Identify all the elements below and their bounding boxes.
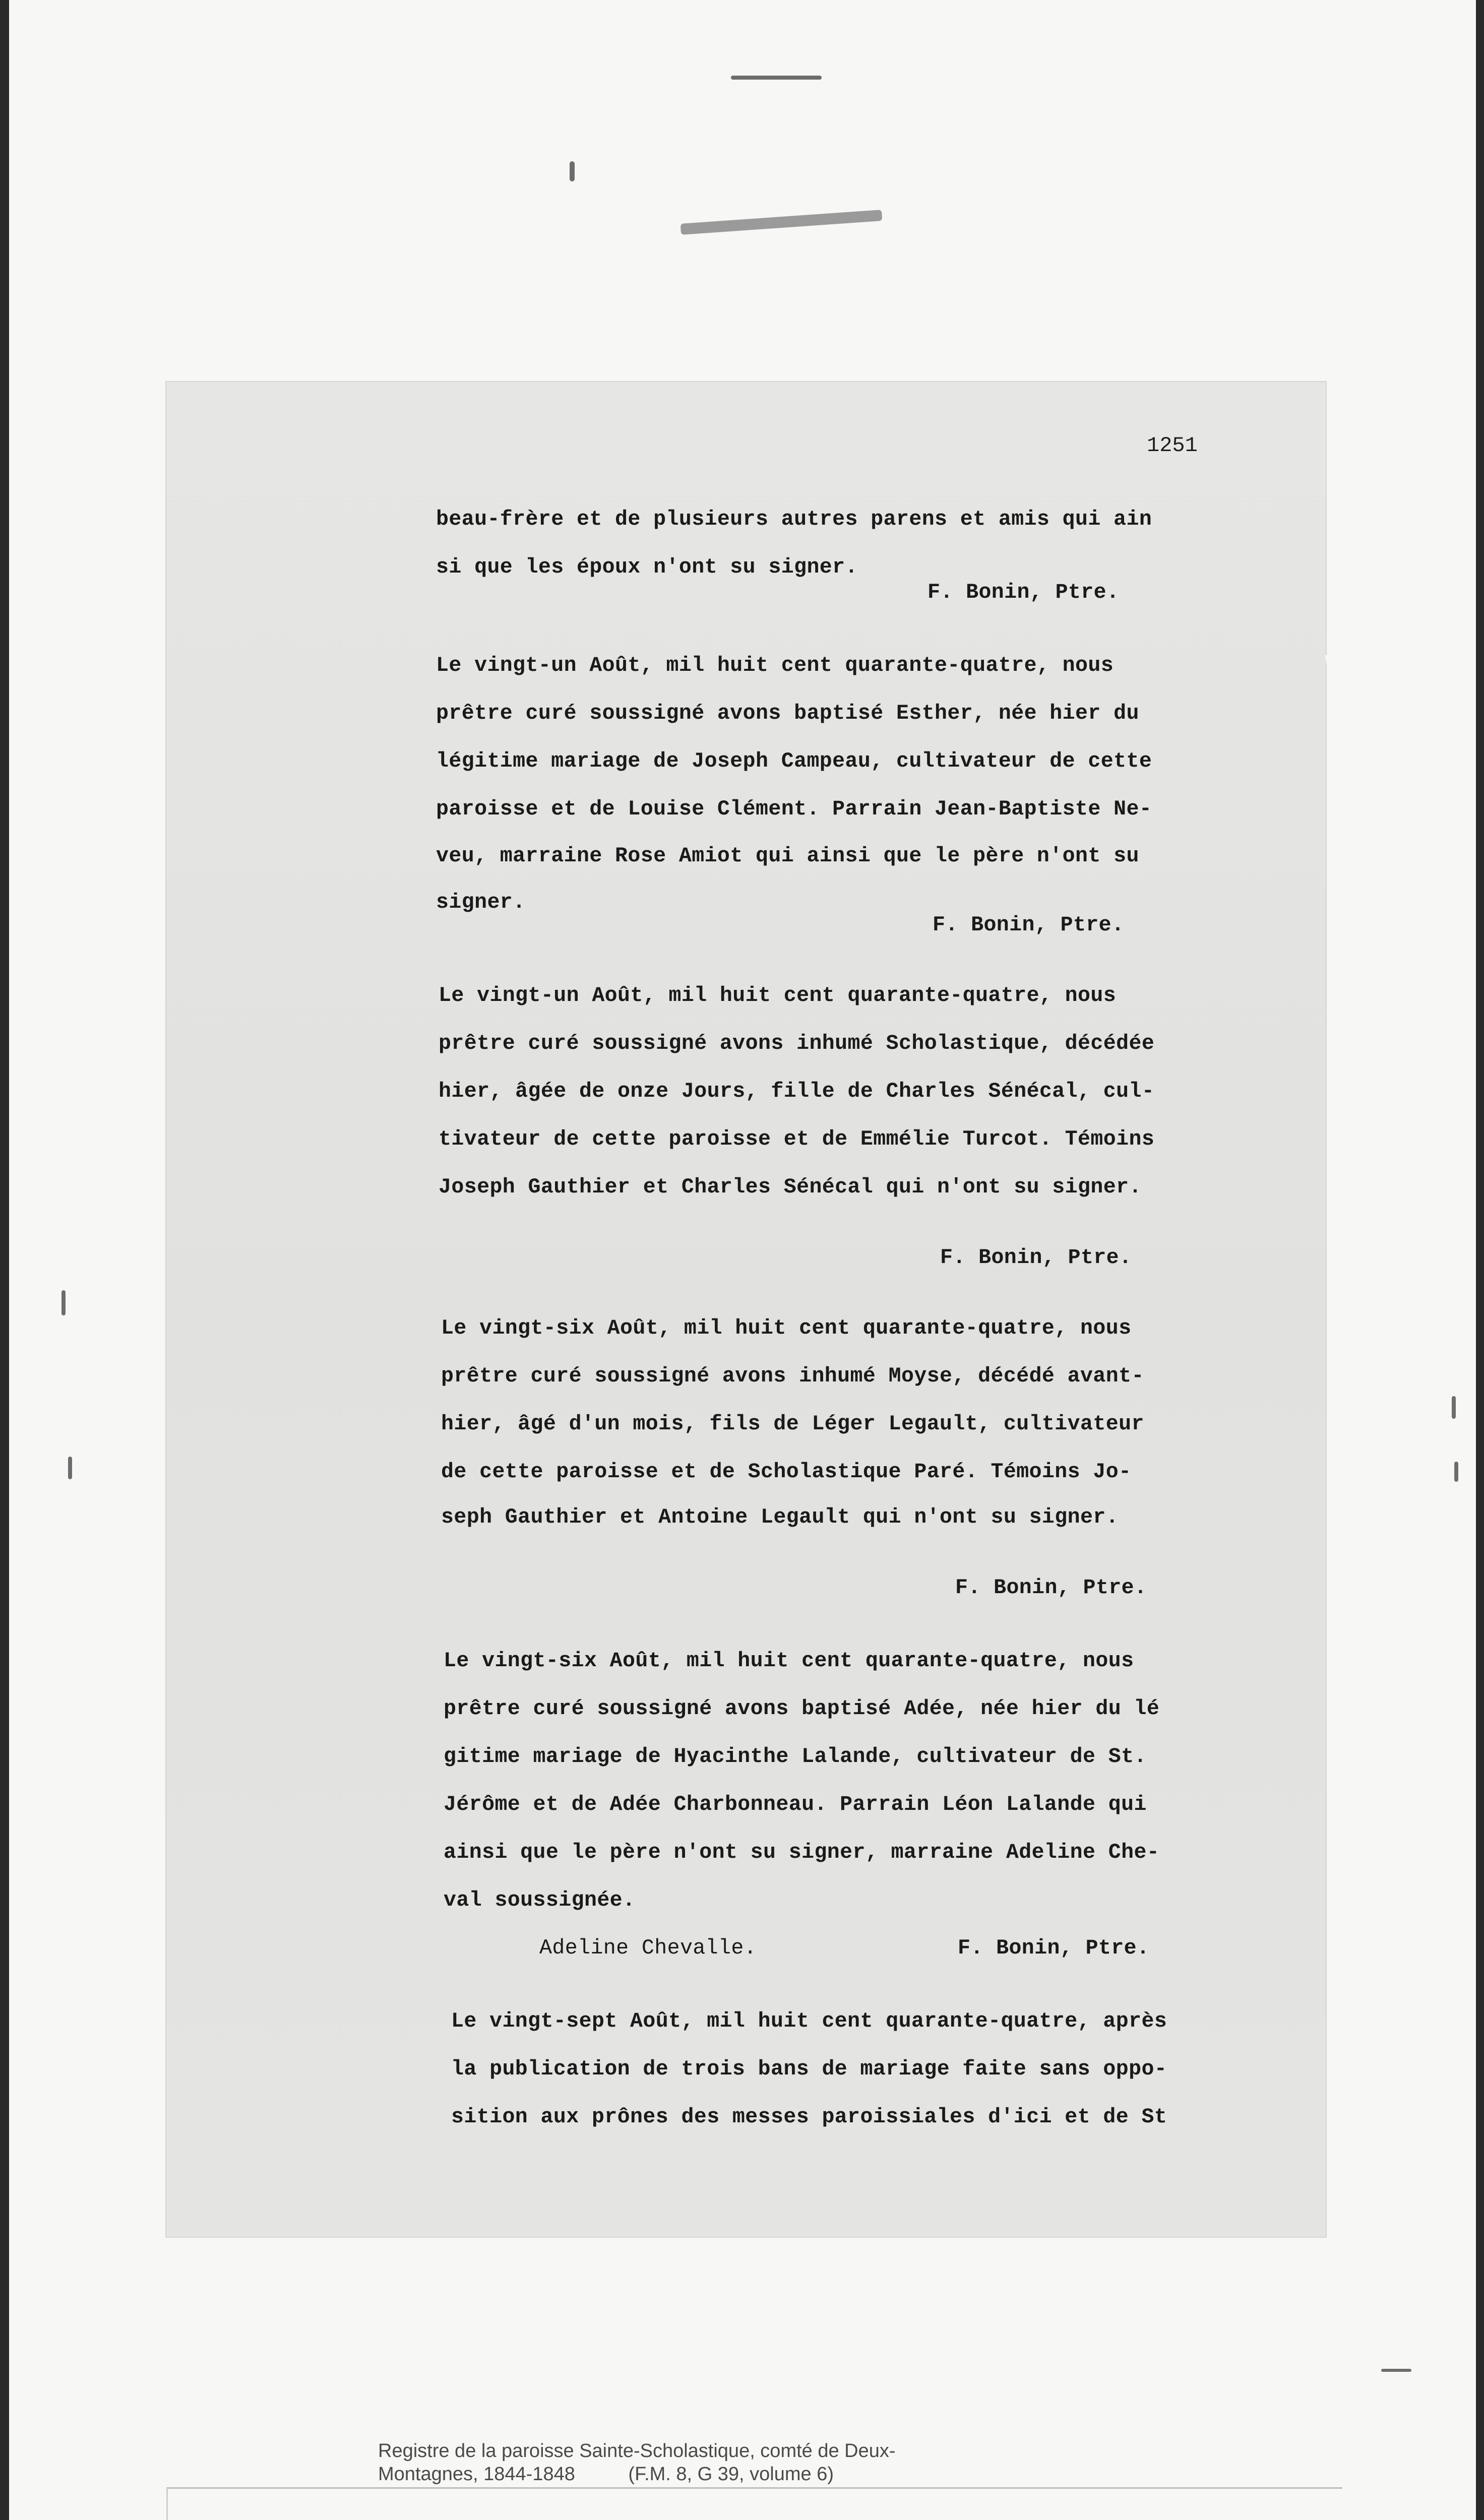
film-speck — [68, 1457, 72, 1479]
text-line: hier, âgée de onze Jours, fille de Charles Sénécal, cul- — [439, 1080, 1155, 1103]
film-speck — [1452, 1396, 1456, 1419]
film-speck — [1381, 2369, 1411, 2372]
text-line: beau-frère et de plusieurs autres parens et amis qui ain — [436, 508, 1152, 531]
signature-line: F. Bonin, Ptre. — [955, 1576, 1147, 1600]
signature-line: F. Bonin, Ptre. — [928, 581, 1120, 604]
film-speck — [1454, 1462, 1458, 1482]
film-speck — [570, 161, 575, 181]
text-line: veu, marraine Rose Amiot qui ainsi que le père n'ont su — [436, 844, 1139, 868]
film-edge-left — [0, 0, 9, 2520]
archive-caption — [378, 2439, 896, 2486]
text-line: ainsi que le père n'ont su signer, marraine Adeline Che- — [444, 1841, 1160, 1864]
film-speck — [681, 210, 883, 235]
text-line: Le vingt-six Août, mil huit cent quarante-quatre, nous — [441, 1316, 1132, 1340]
text-line: tivateur de cette paroisse et de Emmélie Turcot. Témoins — [439, 1127, 1155, 1151]
text-line: hier, âgé d'un mois, fils de Léger Legault, cultivateur — [441, 1412, 1144, 1436]
witness-signature: Adeline Chevalle. — [539, 1936, 757, 1960]
text-line: Le vingt-un Août, mil huit cent quarante-quatre, nous — [439, 984, 1117, 1007]
text-line: si que les époux n'ont su signer. — [436, 555, 858, 579]
signature-line: F. Bonin, Ptre. — [958, 1936, 1150, 1960]
text-line: de cette paroisse et de Scholastique Paré. Témoins Jo- — [441, 1460, 1132, 1484]
text-line: Le vingt-un Août, mil huit cent quarante-quatre, nous — [436, 654, 1114, 677]
text-line: seph Gauthier et Antoine Legault qui n'ont su signer. — [441, 1505, 1119, 1529]
text-line: Joseph Gauthier et Charles Sénécal qui n'ont su signer. — [439, 1175, 1142, 1199]
text-line: prêtre curé soussigné avons baptisé Esther, née hier du — [436, 702, 1139, 725]
text-line: la publication de trois bans de mariage faite sans oppo- — [451, 2057, 1167, 2081]
text-line: signer. — [436, 891, 526, 914]
caption-line: Registre de la paroisse Sainte-Scholastique, comté de Deux- — [378, 2440, 896, 2462]
signature-line: F. Bonin, Ptre. — [940, 1246, 1132, 1270]
text-line: Le vingt-six Août, mil huit cent quarante-quatre, nous — [444, 1649, 1134, 1673]
text-line: paroisse et de Louise Clément. Parrain Jean-Baptiste Ne- — [436, 797, 1152, 821]
film-speck — [61, 1290, 66, 1315]
page-number: 1251 — [1147, 433, 1198, 458]
text-line: prêtre curé soussigné avons inhumé Scholastique, décédée — [439, 1032, 1155, 1055]
signature-line: F. Bonin, Ptre. — [933, 913, 1125, 937]
film-speck — [731, 76, 822, 80]
text-line: sition aux prônes des messes paroissiales d'ici et de St — [451, 2105, 1167, 2129]
caption-line: Montagnes, 1844-1848 (F.M. 8, G 39, volume 6) — [378, 2464, 834, 2485]
text-line: val soussignée. — [444, 1888, 636, 1912]
film-edge-right — [1476, 0, 1484, 2520]
text-line: prêtre curé soussigné avons inhumé Moyse, décédé avant- — [441, 1364, 1144, 1388]
text-line: Le vingt-sept Août, mil huit cent quarante-quatre, après — [451, 2009, 1167, 2033]
text-line: légitime mariage de Joseph Campeau, cultivateur de cette — [436, 749, 1152, 773]
archive-stamp — [166, 2487, 1342, 2520]
text-line: Jérôme et de Adée Charbonneau. Parrain Léon Lalande qui — [444, 1793, 1147, 1816]
text-line: prêtre curé soussigné avons baptisé Adée, née hier du lé — [444, 1697, 1160, 1721]
text-line: gitime mariage de Hyacinthe Lalande, cultivateur de St. — [444, 1745, 1147, 1769]
